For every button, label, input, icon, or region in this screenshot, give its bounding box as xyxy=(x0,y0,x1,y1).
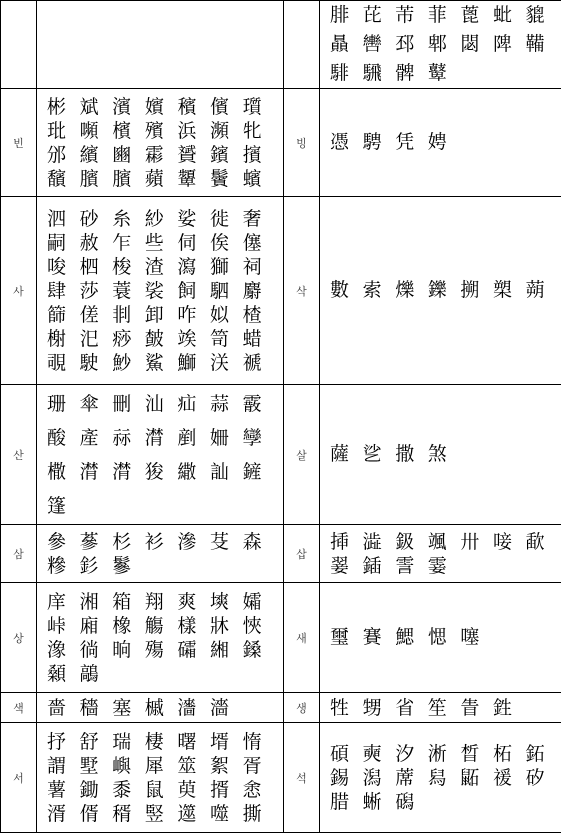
hanja-character: 霅 xyxy=(395,554,428,578)
hanja-character: 裟 xyxy=(145,279,178,303)
hanja-character: 鬢 xyxy=(210,167,243,191)
hanja-character: 篩 xyxy=(47,303,80,327)
hanja-character: 矽 xyxy=(526,766,559,790)
hanja-character: 柶 xyxy=(80,255,113,279)
reading-cell: 생 xyxy=(284,693,320,723)
hanja-character: 儐 xyxy=(210,95,243,119)
hanja-character: 俟 xyxy=(210,231,243,255)
table-row xyxy=(1,723,561,833)
hanja-character: 芘 xyxy=(363,1,396,30)
hanja-character: 痧 xyxy=(112,327,145,351)
hanja-character: 晳 xyxy=(460,742,493,766)
hanja-character: 馪 xyxy=(47,167,80,191)
reading-cell: 서 xyxy=(1,723,37,833)
hanja-character: 鰓 xyxy=(395,623,428,652)
hanja-character: 轡 xyxy=(363,30,396,59)
hanja-character: 擯 xyxy=(243,143,276,167)
hanja-character: 翔 xyxy=(145,590,178,614)
hanja-character: 浂 xyxy=(210,351,243,375)
hanja-character: 槊 xyxy=(493,276,526,305)
hanja-character: 塞 xyxy=(112,694,145,722)
hanja-character: 鍤 xyxy=(363,554,396,578)
hanja-character: 抒 xyxy=(47,730,80,754)
hanja-character: 霦 xyxy=(145,143,178,167)
hanja-cell xyxy=(320,1,561,89)
reading-cell: 빙 xyxy=(284,89,320,197)
hanja-character: 穡 xyxy=(80,694,113,722)
hanja-character: 徙 xyxy=(210,207,243,231)
reading-cell: 새 xyxy=(284,583,320,693)
hanja-character: 鯊 xyxy=(145,351,178,375)
hanja-character: 霎 xyxy=(428,554,461,578)
hanja-character: 澁 xyxy=(363,530,396,554)
hanja-character: 鰤 xyxy=(177,351,210,375)
hanja-character: 禐 xyxy=(493,766,526,790)
hanja-character: 鼠 xyxy=(145,778,178,802)
hanja-character: 斌 xyxy=(80,95,113,119)
hanja-character: 僿 xyxy=(243,231,276,255)
table-row xyxy=(1,583,561,693)
hanja-cell xyxy=(320,583,561,693)
hanja-character: 數 xyxy=(330,276,363,305)
hanja-character: 瀒 xyxy=(177,694,210,722)
hanja-character: 瑞 xyxy=(112,730,145,754)
hanja-character: 舒 xyxy=(80,730,113,754)
hanja-character: 貔 xyxy=(526,1,559,30)
hanja-character: 壻 xyxy=(210,730,243,754)
table-row xyxy=(1,197,561,385)
hanja-character: 嗣 xyxy=(47,231,80,255)
hanja-character: 楂 xyxy=(243,303,276,327)
hanja-character: 霰 xyxy=(243,387,276,421)
hanja-character: 髀 xyxy=(395,59,428,88)
hanja-character: 殯 xyxy=(145,119,178,143)
hanja-character: 魦 xyxy=(112,351,145,375)
hanja-character: 鉎 xyxy=(493,694,526,722)
hanja-character: 騛 xyxy=(363,59,396,88)
hanja-character: 穦 xyxy=(177,95,210,119)
hanja-character: 晌 xyxy=(112,638,145,662)
hanja-character: 偦 xyxy=(80,802,113,826)
hanja-character: 紗 xyxy=(145,207,178,231)
hanja-character: 徜 xyxy=(80,638,113,662)
hanja-character: 翣 xyxy=(330,554,363,578)
hanja-character: 胥 xyxy=(243,754,276,778)
hanja-character: 顙 xyxy=(47,662,80,686)
hanja-cell xyxy=(37,197,284,385)
hanja-character: 爽 xyxy=(177,590,210,614)
hanja-character: 繽 xyxy=(80,143,113,167)
hanja-character: 噬 xyxy=(210,802,243,826)
hanja-character: 蓖 xyxy=(460,1,493,30)
hanja-cell xyxy=(320,197,561,385)
hanja-character: 鉐 xyxy=(526,742,559,766)
hanja-character: 腓 xyxy=(330,1,363,30)
hanja-character: 豳 xyxy=(112,143,145,167)
hanja-character: 索 xyxy=(363,276,396,305)
hanja-character: 卅 xyxy=(460,530,493,554)
hanja-character: 鼫 xyxy=(460,766,493,790)
hanja-character: 莎 xyxy=(80,279,113,303)
hanja-character: 珊 xyxy=(47,387,80,421)
hanja-character: 森 xyxy=(243,530,276,554)
hanja-character: 麝 xyxy=(243,279,276,303)
hanja-character: 觴 xyxy=(145,614,178,638)
hanja-character: 颯 xyxy=(428,530,461,554)
hanja-character: 蠙 xyxy=(243,167,276,191)
hanja-character: 黍 xyxy=(112,778,145,802)
hanja-character: 糸 xyxy=(112,207,145,231)
hanja-character: 汜 xyxy=(80,327,113,351)
hanja-character: 撒 xyxy=(395,440,428,469)
hanja-character: 姒 xyxy=(210,303,243,327)
hanja-character: 蜡 xyxy=(243,327,276,351)
hanja-character: 臏 xyxy=(80,167,113,191)
hanja-character: 鈒 xyxy=(395,530,428,554)
hanja-character: 蘋 xyxy=(145,167,178,191)
hanja-character: 剷 xyxy=(177,421,210,455)
hanja-character: 瓆 xyxy=(243,95,276,119)
hanja-character: 潒 xyxy=(47,638,80,662)
hanja-character: 剕 xyxy=(112,303,145,327)
hanja-character: 槭 xyxy=(145,694,178,722)
hanja-character: 省 xyxy=(395,694,428,722)
hanja-character: 瀕 xyxy=(210,119,243,143)
hanja-character: 湑 xyxy=(47,802,80,826)
hanja-character: 爍 xyxy=(395,276,428,305)
table-row xyxy=(1,693,561,723)
hanja-character: 舄 xyxy=(428,766,461,790)
hanja-character: 玭 xyxy=(47,119,80,143)
hanja-character: 榭 xyxy=(47,327,80,351)
hanja-character: 筮 xyxy=(177,754,210,778)
hanja-character: 乷 xyxy=(363,440,396,469)
hanja-character: 娉 xyxy=(428,128,461,157)
hanja-character: 芾 xyxy=(395,1,428,30)
hanja-character: 憑 xyxy=(330,128,363,157)
hanja-character: 橵 xyxy=(47,455,80,489)
hanja-character: 笥 xyxy=(210,327,243,351)
hanja-cell xyxy=(37,525,284,583)
hanja-cell xyxy=(320,693,561,723)
hanja-character: 產 xyxy=(80,421,113,455)
hanja-character: 皶 xyxy=(145,327,178,351)
hanja-character: 眚 xyxy=(460,694,493,722)
hanja-character: 薯 xyxy=(47,778,80,802)
hanja-character: 柘 xyxy=(493,742,526,766)
hanja-character: 檳 xyxy=(112,119,145,143)
hanja-character: 牝 xyxy=(243,119,276,143)
hanja-character: 蓆 xyxy=(395,766,428,790)
hanja-character: 泗 xyxy=(47,207,80,231)
hanja-character: 臏 xyxy=(112,167,145,191)
hanja-character: 錫 xyxy=(330,766,363,790)
hanja-cell xyxy=(37,693,284,723)
hanja-character: 潸 xyxy=(145,421,178,455)
hanja-character: 咋 xyxy=(177,303,210,327)
hanja-character: 峠 xyxy=(47,614,80,638)
hanja-character: 揷 xyxy=(330,530,363,554)
hanja-character: 棲 xyxy=(145,730,178,754)
hanja-character: 駟 xyxy=(210,279,243,303)
hanja-character: 飼 xyxy=(177,279,210,303)
hanja-character: 鞴 xyxy=(526,30,559,59)
reading-cell xyxy=(1,1,37,89)
hanja-character: 奭 xyxy=(363,742,396,766)
hanja-character: 杉 xyxy=(112,530,145,554)
hanja-character: 鑌 xyxy=(210,143,243,167)
hanja-character: 姍 xyxy=(210,421,243,455)
hanja-character: 殤 xyxy=(145,638,178,662)
reading-cell: 사 xyxy=(1,197,37,385)
hanja-character: 糝 xyxy=(47,554,80,578)
hanja-character: 潸 xyxy=(80,455,113,489)
hanja-character: 搠 xyxy=(460,276,493,305)
hanja-character: 繖 xyxy=(177,455,210,489)
reading-cell: 빈 xyxy=(1,89,37,197)
hanja-character: 稰 xyxy=(112,802,145,826)
hanja-character: 謂 xyxy=(47,754,80,778)
hanja-character: 奢 xyxy=(243,207,276,231)
hanja-character: 汐 xyxy=(395,742,428,766)
hanja-character: 陴 xyxy=(493,30,526,59)
hanja-character: 蚍 xyxy=(493,1,526,30)
hanja-character: 淅 xyxy=(428,742,461,766)
reading-cell: 삭 xyxy=(284,197,320,385)
hanja-character: 駛 xyxy=(80,351,113,375)
hanja-character: 騁 xyxy=(363,128,396,157)
hanja-character: 伺 xyxy=(177,231,210,255)
hanja-character: 蒴 xyxy=(526,276,559,305)
hanja-character: 鎟 xyxy=(243,638,276,662)
hanja-character: 衫 xyxy=(145,530,178,554)
hanja-character: 蓑 xyxy=(112,279,145,303)
reading-cell: 삼 xyxy=(1,525,37,583)
reading-cell: 살 xyxy=(284,385,320,525)
hanja-cell xyxy=(320,723,561,833)
hanja-character: 蜥 xyxy=(363,790,396,814)
hanja-cell xyxy=(37,583,284,693)
hanja-character: 箱 xyxy=(112,590,145,614)
hanja-character: 萸 xyxy=(177,778,210,802)
hanja-character: 墅 xyxy=(80,754,113,778)
hanja-cell xyxy=(320,525,561,583)
hanja-character: 傘 xyxy=(80,387,113,421)
hanja-character: 傞 xyxy=(80,303,113,327)
hanja-character: 禠 xyxy=(243,351,276,375)
reading-cell: 색 xyxy=(1,693,37,723)
hanja-character: 唆 xyxy=(47,255,80,279)
hanja-character: 獅 xyxy=(210,255,243,279)
hanja-character: 滲 xyxy=(177,530,210,554)
hanja-character: 塽 xyxy=(210,590,243,614)
hanja-character: 赦 xyxy=(80,231,113,255)
hanja-cell xyxy=(37,723,284,833)
hanja-character: 竪 xyxy=(145,802,178,826)
hanja-character: 酸 xyxy=(47,421,80,455)
hanja-character: 嚬 xyxy=(80,119,113,143)
hanja-character: 祠 xyxy=(243,255,276,279)
hanja-character: 笙 xyxy=(428,694,461,722)
hanja-character: 碩 xyxy=(330,742,363,766)
hanja-character: 煞 xyxy=(428,440,461,469)
reading-cell xyxy=(284,1,320,89)
hanja-character: 砂 xyxy=(80,207,113,231)
hanja-cell xyxy=(37,385,284,525)
hanja-character: 潸 xyxy=(112,455,145,489)
hanja-character: 些 xyxy=(145,231,178,255)
hanja-character: 狻 xyxy=(145,455,178,489)
hanja-character: 贔 xyxy=(330,30,363,59)
hanja-character: 鼙 xyxy=(428,59,461,88)
hanja-character: 卸 xyxy=(145,303,178,327)
hanja-character: 揟 xyxy=(210,778,243,802)
hanja-character: 郫 xyxy=(428,30,461,59)
hanja-character: 緗 xyxy=(210,638,243,662)
hanja-character: 鑠 xyxy=(428,276,461,305)
hanja-character: 贇 xyxy=(177,143,210,167)
hanja-character: 嗇 xyxy=(47,694,80,722)
table-row xyxy=(1,385,561,525)
hanja-character: 璽 xyxy=(330,623,363,652)
hanja-character: 竢 xyxy=(177,327,210,351)
hanja-character: 牲 xyxy=(330,694,363,722)
hanja-character: 濇 xyxy=(210,694,243,722)
hanja-character: 蔘 xyxy=(80,530,113,554)
hanja-character: 湘 xyxy=(80,590,113,614)
hanja-character: 閟 xyxy=(460,30,493,59)
hanja-character: 娑 xyxy=(177,207,210,231)
hanja-character: 潟 xyxy=(363,766,396,790)
hanja-character: 顰 xyxy=(177,167,210,191)
reading-cell: 석 xyxy=(284,723,320,833)
hanja-character: 邳 xyxy=(395,30,428,59)
hanja-character: 疝 xyxy=(177,387,210,421)
hanja-character: 訕 xyxy=(210,455,243,489)
hanja-character: 惰 xyxy=(243,730,276,754)
hanja-character: 腊 xyxy=(330,790,363,814)
hanja-character: 濱 xyxy=(112,95,145,119)
table-row xyxy=(1,89,561,197)
hanja-character: 蒜 xyxy=(210,387,243,421)
hanja-character: 乍 xyxy=(112,231,145,255)
hanja-character: 梭 xyxy=(112,255,145,279)
hanja-character: 磶 xyxy=(395,790,428,814)
hanja-character: 祘 xyxy=(112,421,145,455)
hanja-character: 歃 xyxy=(526,530,559,554)
hanja-character: 菲 xyxy=(428,1,461,30)
reading-cell: 상 xyxy=(1,583,37,693)
hanja-character: 芟 xyxy=(210,530,243,554)
hanja-character: 參 xyxy=(47,530,80,554)
hanja-character: 庠 xyxy=(47,590,80,614)
hanja-character: 邠 xyxy=(47,143,80,167)
hanja-character: 凭 xyxy=(395,128,428,157)
hanja-character: 篷 xyxy=(47,489,80,523)
hanja-character: 甥 xyxy=(363,694,396,722)
table-row xyxy=(1,525,561,583)
hanja-character: 瀉 xyxy=(177,255,210,279)
hanja-character: 曙 xyxy=(177,730,210,754)
hanja-character: 橡 xyxy=(112,614,145,638)
hanja-character: 礵 xyxy=(177,638,210,662)
hanja-character: 樣 xyxy=(177,614,210,638)
hanja-character: 肆 xyxy=(47,279,80,303)
hanja-character: 絮 xyxy=(210,754,243,778)
reading-cell: 삽 xyxy=(284,525,320,583)
hanja-character: 覗 xyxy=(47,351,80,375)
hanja-cell xyxy=(320,385,561,525)
hanja-character: 彬 xyxy=(47,95,80,119)
hanja-character: 悆 xyxy=(243,778,276,802)
hanja-character: 釤 xyxy=(80,554,113,578)
hanja-character: 噻 xyxy=(460,623,493,652)
hanja-character: 鏟 xyxy=(243,455,276,489)
hanja-character: 唼 xyxy=(493,530,526,554)
reading-cell: 산 xyxy=(1,385,37,525)
hanja-character: 廂 xyxy=(80,614,113,638)
hanja-character: 騑 xyxy=(330,59,363,88)
hanja-character: 遾 xyxy=(177,802,210,826)
hanja-character: 鶮 xyxy=(80,662,113,686)
hanja-cell xyxy=(320,89,561,197)
hanja-character: 孿 xyxy=(243,421,276,455)
hanja-character: 薩 xyxy=(330,440,363,469)
hanja-cell xyxy=(37,1,284,89)
hanja-character: 鋤 xyxy=(80,778,113,802)
hanja-character: 賽 xyxy=(363,623,396,652)
hanja-character: 犀 xyxy=(145,754,178,778)
hanja-character: 撕 xyxy=(243,802,276,826)
hanja-character: 刪 xyxy=(112,387,145,421)
hanja-character: 嬪 xyxy=(145,95,178,119)
hanja-character: 愢 xyxy=(428,623,461,652)
hanja-character: 悏 xyxy=(243,614,276,638)
hanja-character: 牀 xyxy=(210,614,243,638)
hanja-character: 浜 xyxy=(177,119,210,143)
hanja-character: 嶼 xyxy=(112,754,145,778)
hanja-character: 孀 xyxy=(243,590,276,614)
hanja-character: 渣 xyxy=(145,255,178,279)
hanja-character: 鬖 xyxy=(112,554,145,578)
hanja-cell xyxy=(37,89,284,197)
table-row xyxy=(1,1,561,89)
hanja-character: 汕 xyxy=(145,387,178,421)
